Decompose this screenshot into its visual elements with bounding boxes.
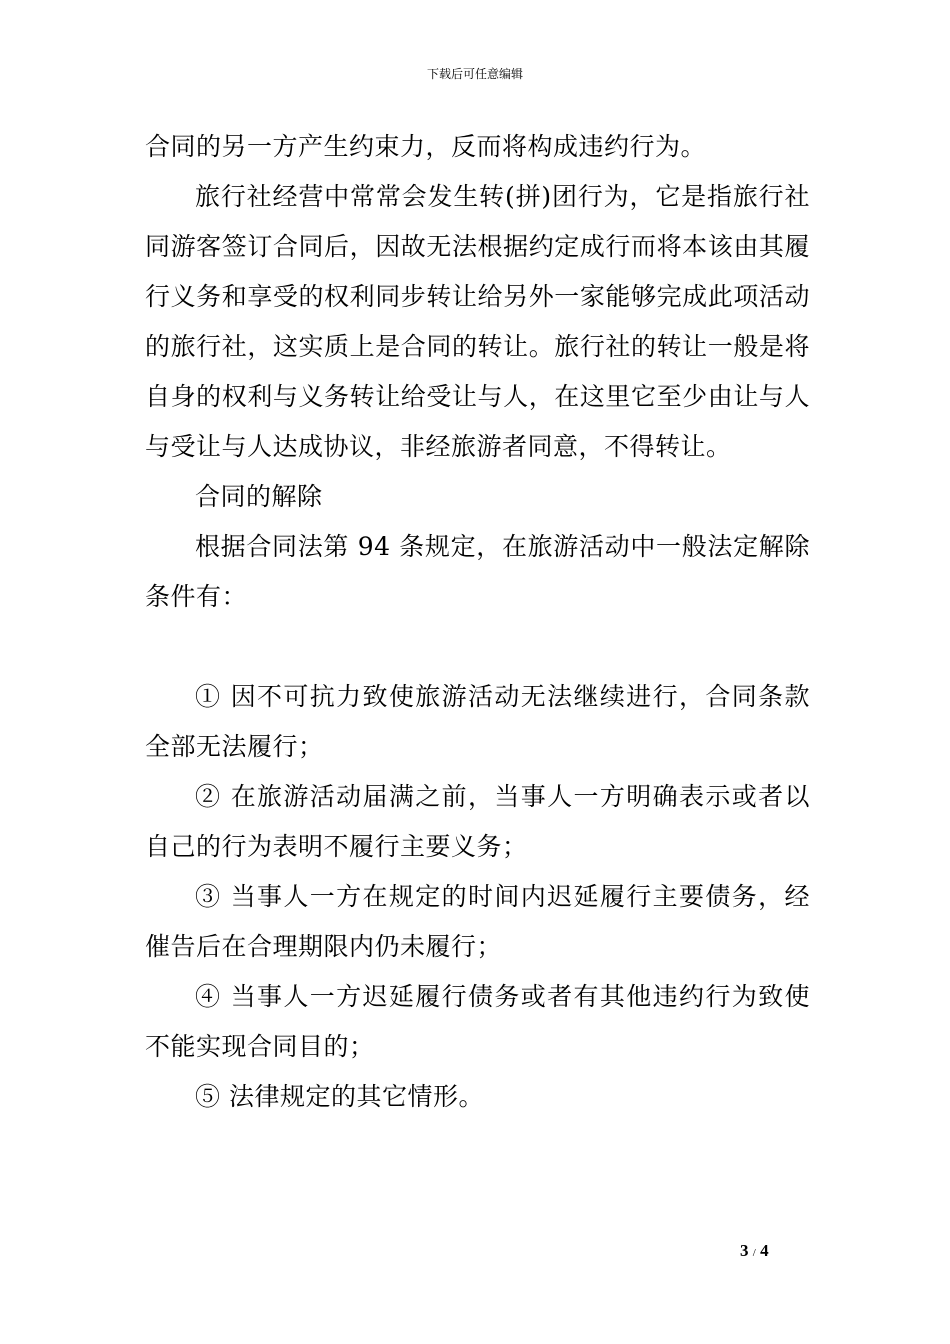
section-heading-contract-termination: 合同的解除 xyxy=(195,482,323,511)
list-item-condition-1: ① 因不可抗力致使旅游活动无法继续进行，合同条款全部无法履行； xyxy=(145,682,810,761)
current-page: 3 xyxy=(740,1241,749,1260)
page-number xyxy=(740,1240,769,1264)
document-body xyxy=(145,122,810,1122)
paragraph-continuation: 合同的另一方产生约束力，反而将构成违约行为。 xyxy=(145,132,707,161)
list-item-condition-4: ④ 当事人一方迟延履行债务或者有其他违约行为致使不能实现合同目的； xyxy=(145,982,810,1061)
blank-line xyxy=(145,622,810,672)
page-header: 下载后可任意编辑 xyxy=(426,67,523,81)
list-item-condition-5: ⑤ 法律规定的其它情形。 xyxy=(195,1082,484,1111)
paragraph-group-transfer: 旅行社经营中常常会发生转(拼)团行为，它是指旅行社同游客签订合同后，因故无法根据约定成行而将本该由其履行义务和享受的权利同步转让给另外一家能够完成此项活动的旅行社，这实质上是合同的转让。旅行社的转让一般是将自身的权利与义务转让给受让与人，在这里它至少由让与人与受让与人达成协议，非经旅游者同意，不得转让。 xyxy=(145,182,810,461)
page-separator: / xyxy=(752,1247,756,1259)
paragraph-termination-conditions: 根据合同法第 94 条规定，在旅游活动中一般法定解除条件有： xyxy=(145,532,810,611)
total-pages: 4 xyxy=(760,1241,769,1260)
list-item-condition-2: ② 在旅游活动届满之前，当事人一方明确表示或者以自己的行为表明不履行主要义务； xyxy=(145,782,810,861)
list-item-condition-3: ③ 当事人一方在规定的时间内迟延履行主要债务，经催告后在合理期限内仍未履行； xyxy=(145,882,810,961)
